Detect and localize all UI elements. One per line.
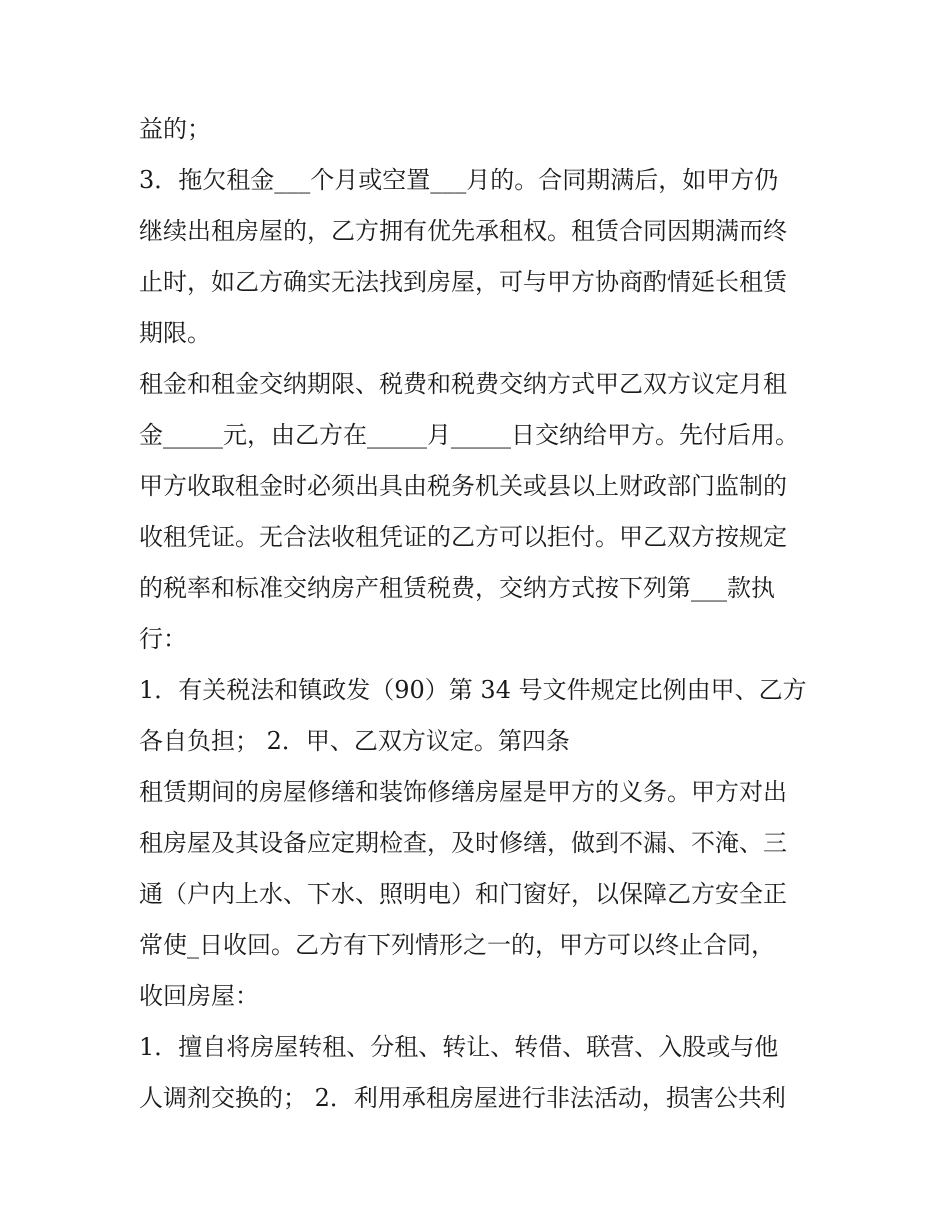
text-line: 止时，如乙方确实无法找到房屋，可与甲方协商酌情延长租赁	[139, 268, 787, 296]
text-line: 期限。	[139, 319, 211, 347]
text-line: 益的；	[139, 115, 211, 143]
text-line: 的税率和标准交纳房产租赁税费，交纳方式按下列第___款执	[139, 574, 775, 602]
text-line: 租房屋及其设备应定期检查，及时修缮，做到不漏、不淹、三	[139, 829, 787, 857]
text-line: 租赁期间的房屋修缮和装饰修缮房屋是甲方的义务。甲方对出	[139, 778, 787, 806]
text-line: 1．有关税法和镇政发（90）第 34 号文件规定比例由甲、乙方	[139, 676, 807, 704]
text-line: 甲方收取租金时必须出具由税务机关或县以上财政部门监制的	[139, 472, 787, 500]
text-line: 金_____元，由乙方在_____月_____日交纳给甲方。先付后用。	[139, 421, 799, 449]
text-line: 继续出租房屋的，乙方拥有优先承租权。租赁合同因期满而终	[139, 217, 787, 245]
text-line: 收回房屋：	[139, 982, 259, 1010]
text-line: 各自负担； 2．甲、乙双方议定。第四条	[139, 727, 570, 755]
contract-body-text	[139, 104, 819, 1124]
text-line: 3．拖欠租金___个月或空置___月的。合同期满后，如甲方仍	[139, 166, 779, 194]
text-line: 行：	[139, 625, 187, 653]
text-line: 常使_日收回。乙方有下列情形之一的，甲方可以终止合同，	[139, 931, 775, 959]
text-line: 1．擅自将房屋转租、分租、转让、转借、联营、入股或与他	[139, 1033, 779, 1061]
text-line: 通（户内上水、下水、照明电）和门窗好，以保障乙方安全正	[139, 880, 787, 908]
text-line: 人调剂交换的； 2．利用承租房屋进行非法活动，损害公共利	[139, 1084, 786, 1112]
text-line: 收租凭证。无合法收租凭证的乙方可以拒付。甲乙双方按规定	[139, 523, 787, 551]
text-line: 租金和租金交纳期限、税费和税费交纳方式甲乙双方议定月租	[139, 370, 787, 398]
